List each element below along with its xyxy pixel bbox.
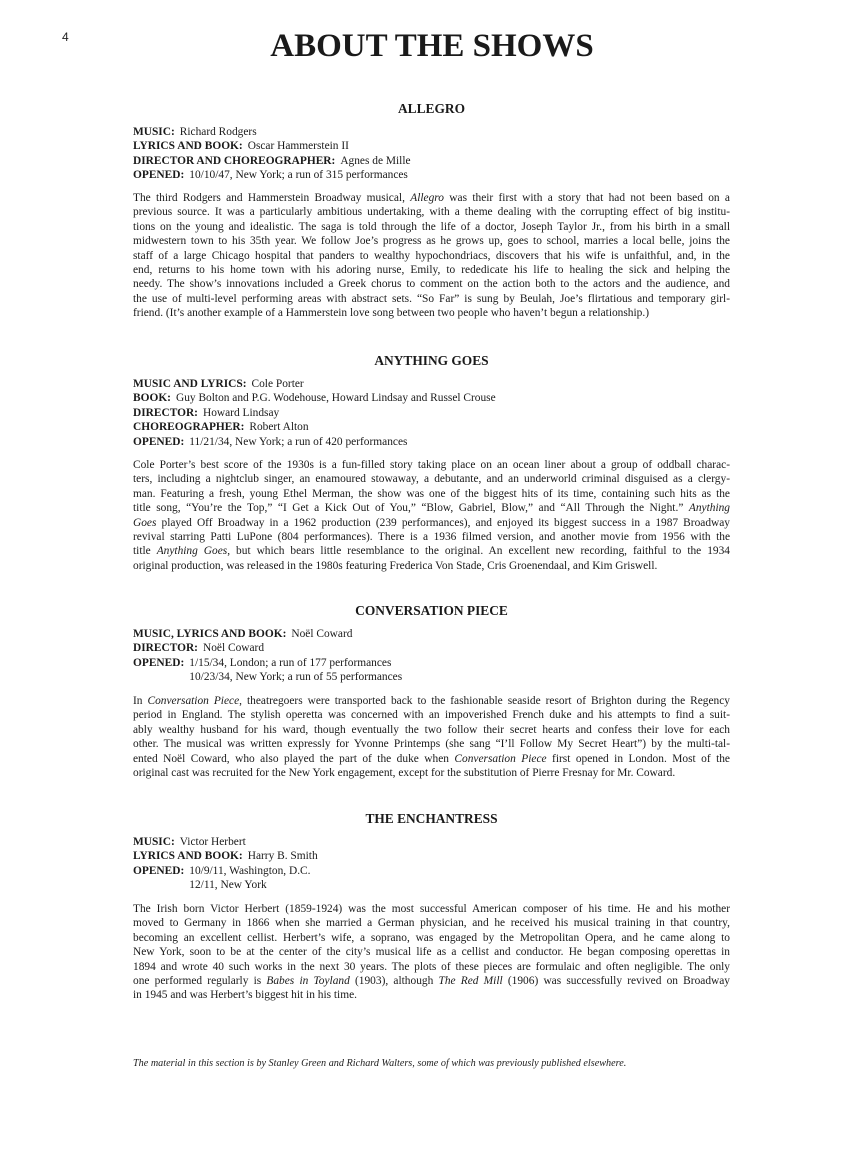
credit-row [133,391,730,405]
credit-value: Agnes de Mille [340,154,411,167]
text-line [133,277,730,291]
credit-row [133,435,730,449]
text-run: was their first with a story that had not been based on a [444,192,730,204]
text-run: man. Featuring a fresh, young Ethel Merman, the show was one of the biggest hits of its time, containing such hits as the [133,487,730,500]
italic-title: The Red Mill [438,975,503,988]
text-run: ters, including a nightclub singer, an enamoured stowaway, a debutante, and an underworld criminal disguised as a clergy- [133,473,730,486]
text-run: becoming an excellent cellist. Herbert’s wife, a soprano, was engaged by the Metropolitan Opera, and he came along to [133,931,730,944]
credit-row [133,420,730,434]
credit-label: CHOREOGRAPHER: [133,421,245,434]
text-run: staff of a large Chicago hospital that panders to wealthy hypochondriacs, discovers that his wife is unfaithful, and, in the [133,249,730,262]
credit-value: Cole Porter [251,378,304,390]
credit-values [249,420,308,434]
credit-values [176,391,496,405]
text-line [133,249,730,263]
credit-label: MUSIC: [133,126,175,138]
credit-values [203,641,264,655]
show-description [133,191,730,321]
credit-label: MUSIC AND LYRICS: [133,378,247,390]
text-run: The Irish born Victor Herbert (1859-1924) was the most successful American composer of his time. He and his mother [133,903,730,915]
credit-label: OPENED: [133,864,185,877]
show-credits [133,377,730,449]
credit-value: Oscar Hammerstein II [247,140,349,153]
text-run: , theatregoers were transported back to the fashionable seaside resort of Brighton during the Regency [239,695,730,707]
text-run: revival starring Patti LuPone (804 performances). There is a 1936 filmed version, and another movie from 1956 with the [133,531,730,544]
text-line [133,974,730,988]
credit-value: Harry B. Smith [247,850,318,863]
text-line [133,708,730,722]
text-line [133,220,730,234]
credit-values [189,864,310,893]
text-line [133,766,730,780]
text-run: original production, was released in the 1980s featuring Frederica Von Stade, Cris Groenendaal, and Kim Griswell. [133,559,658,572]
show-title: THE ENCHANTRESS [365,811,498,826]
text-run: in 1945 and was Herbert’s biggest hit in his time. [133,989,357,1002]
text-line [133,931,730,945]
text-line [133,530,730,544]
text-run: New York, soon to be at the center of the city’s musical life as a cellist and conductor. He began composing operettas in [133,946,730,959]
credit-label: DIRECTOR AND CHOREOGRAPHER: [133,154,336,167]
italic-title: Anything Goes [156,545,228,558]
credit-row [133,139,730,153]
show-section [133,602,730,780]
text-run: other. The musical was written expressly for Yvonne Printemps (she sang “I’ll Follow My Secret Heart”) by the multi-tal- [133,738,730,751]
text-run: In [133,695,148,707]
text-run: title song, “You’re the Top,” “I Get a Kick Out of You,” “Blow, Gabriel, Blow,” and “All Through the Night.” [133,502,689,515]
text-run: The third Rodgers and Hammerstein Broadway musical, [133,192,411,204]
text-run: the use of multi-level performing areas with abstract sets. “So Far” is sung by Beulah, Joe’s flirtatious and temporary girl- [133,292,730,305]
credit-row [133,168,730,182]
text-line [133,988,730,1002]
credit-value: Robert Alton [249,421,309,434]
text-line [133,234,730,248]
text-line [133,263,730,277]
text-line [133,306,730,320]
text-run: friend. (It’s another example of a Hammerstein love song between two people who haven’t begun a relationship.) [133,307,650,320]
credit-value: 12/11, New York [189,879,267,892]
credit-values [248,849,318,863]
credit-values [248,139,349,153]
show-description [133,694,730,780]
credit-value: 1/15/34, London; a run of 177 performances [189,656,392,669]
italic-title: Anything [688,502,730,515]
credit-label: OPENED: [133,169,185,182]
credit-label: OPENED: [133,435,185,448]
text-run: first opened in London. Most of the [546,752,730,765]
credit-value: 10/10/47, New York; a run of 315 performances [189,169,408,182]
credit-values [189,656,402,685]
credit-value: Noël Coward [291,628,353,640]
credit-value: Guy Bolton and P.G. Wodehouse, Howard Lindsay and Russel Crouse [175,392,496,405]
credit-values [252,377,304,391]
credit-label: LYRICS AND BOOK: [133,140,243,153]
show-title: CONVERSATION PIECE [355,603,508,618]
text-run: period in England. The stylish operetta was concerned with an impoverished French duke and his attempts to find a suit- [133,709,730,722]
italic-title: Allegro [410,192,444,204]
show-section [133,352,730,572]
credit-value: 10/23/34, New York; a run of 55 performances [189,671,403,684]
show-credits [133,125,730,183]
text-line [133,694,730,708]
text-run: moved to Germany in 1866 when she married a German physician, and he received his musical training in that country, [133,917,730,930]
text-line [133,945,730,959]
text-run: played Off Broadway in a 1962 production (239 performances), and enjoyed its biggest success in a 1987 Broadway [156,516,730,529]
italic-title: Conversation Piece [147,695,240,707]
credit-row [133,125,730,139]
credit-label: DIRECTOR: [133,642,198,655]
credit-values [203,406,279,420]
credit-row [133,627,730,641]
text-run: original cast was recruited for the New York engagement, except for the substitution of Pierre Fresnay for Mr. Coward. [133,767,676,780]
text-line [133,501,730,515]
text-line [133,723,730,737]
text-run: title [133,545,157,558]
text-line [133,916,730,930]
show-description [133,458,730,573]
text-run: (1903), although [349,975,439,988]
credit-values [189,168,408,182]
credit-value: Richard Rodgers [179,126,257,138]
credit-label: DIRECTOR: [133,406,198,419]
text-line [133,752,730,766]
credit-label: MUSIC: [133,836,175,848]
credit-row [133,154,730,168]
show-section [133,100,730,320]
credit-value: Howard Lindsay [202,406,280,419]
text-run: Cole Porter’s best score of the 1930s is a fun-filled story taking place on an ocean liner about a group of oddball charac- [133,459,730,471]
credit-values [180,125,257,139]
credit-row [133,641,730,655]
text-run: ably wealthy husband for his ward, though eventually the two follow their secret hearts and confess their love for each [133,723,730,736]
italic-title: Conversation Piece [454,752,547,765]
text-line [133,458,730,472]
show-description [133,902,730,1003]
italic-title: Goes [133,516,157,529]
credit-value: 10/9/11, Washington, D.C. [189,864,311,877]
show-title: ALLEGRO [398,101,465,116]
credit-values [180,835,246,849]
text-line [133,487,730,501]
footer-note: The material in this section is by Stanley Green and Richard Walters, some of which was previously published elsewhere. [133,1058,627,1069]
text-run: one performed regularly is [133,975,267,988]
text-run: (1906) was successfully revived on Broadway [502,975,730,988]
text-line [133,960,730,974]
credit-label: LYRICS AND BOOK: [133,850,243,863]
credit-value: Victor Herbert [179,836,246,848]
italic-title: Babes in Toyland [266,975,350,988]
text-run: , but which bears little resemblance to the original. An excellent new recording, faithful to the 1934 [227,545,730,558]
credit-value: Noël Coward [202,642,265,655]
text-run: needy. The show’s innovations included a Greek chorus to comment on the action both to the actors and the audience, and [133,278,730,291]
credit-value: 11/21/34, New York; a run of 420 performances [189,435,408,448]
text-line [133,559,730,573]
credit-values [291,627,352,641]
show-credits [133,835,730,893]
page-number: 4 [62,30,69,44]
text-line [133,902,730,916]
text-run: end, returns to his home town with his adoring nurse, Emily, to rededicate his life to healing the sick and helping the [133,264,730,277]
text-run: previous source. It was a particularly ambitious undertaking, with a theme dealing with the corrupting effect of big institu- [133,206,730,219]
text-line [133,472,730,486]
show-section [133,810,730,1002]
show-credits [133,627,730,685]
text-line [133,737,730,751]
credit-row [133,377,730,391]
credit-values [340,154,410,168]
credit-row [133,849,730,863]
credit-label: MUSIC, LYRICS AND BOOK: [133,628,287,640]
text-run: 1894 and wrote 40 such works in the next 30 years. The plots of these pieces are formulaic and often negligible. The only [133,960,730,973]
show-title: ANYTHING GOES [374,353,489,368]
text-line [133,292,730,306]
text-run: midwestern town to his 35th year. We follow Joe’s progress as he grows up, goes to school, marries a local belle, joins the [133,235,730,248]
credit-row [133,406,730,420]
text-line [133,191,730,205]
credit-row [133,656,730,685]
page-title: ABOUT THE SHOWS [270,28,594,64]
text-run: ented Noël Coward, who also played the part of the duke when [133,752,455,765]
text-run: tions on the young and idealistic. The saga is told through the life of a doctor, Joseph Taylor Jr., from his birth in a small [133,220,730,233]
credit-row [133,835,730,849]
text-line [133,516,730,530]
credit-values [189,435,407,449]
text-line [133,544,730,558]
credit-label: OPENED: [133,656,185,669]
text-line [133,205,730,219]
credit-label: BOOK: [133,392,171,405]
credit-row [133,864,730,893]
